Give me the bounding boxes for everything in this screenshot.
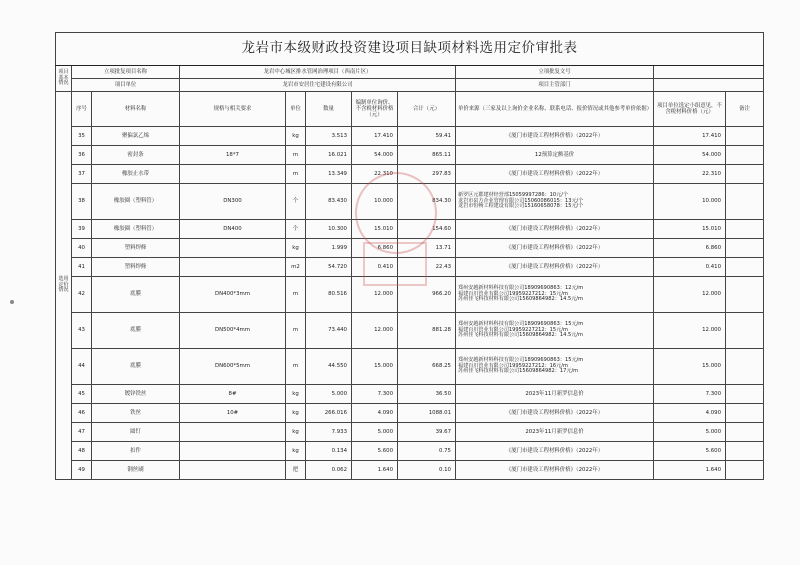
row-total: 0.75 (398, 442, 456, 461)
row-price: 17.410 (352, 127, 398, 146)
source-line: 郑州安越新材料科技有限公司18909690863：15元/m (458, 356, 584, 363)
row-remark (726, 127, 764, 146)
row-seq: 37 (72, 165, 92, 184)
row-spec: DN400*3mm (180, 277, 286, 313)
row-spec: DN500*4mm (180, 313, 286, 349)
table-row (56, 404, 764, 423)
row-qty: 13.349 (306, 165, 352, 184)
info-group-label: 项目基本情况 (56, 66, 72, 92)
row-approved: 10.000 (654, 184, 726, 220)
row-approved: 5.600 (654, 442, 726, 461)
row-name: 橡胶止水带 (92, 165, 180, 184)
row-qty: 1.999 (306, 239, 352, 258)
source-line: 《厦门市建设工程材料价格》（2022年） (505, 225, 604, 232)
row-qty: 7.933 (306, 423, 352, 442)
row-qty: 266.016 (306, 404, 352, 423)
row-unit: kg (286, 239, 306, 258)
source-line: 郑州安越新材料科技有限公司18909690863：12元/m (458, 284, 584, 291)
row-spec (180, 239, 286, 258)
row-total: 297.83 (398, 165, 456, 184)
row-remark (726, 404, 764, 423)
row-approved: 5.000 (654, 423, 726, 442)
row-seq: 42 (72, 277, 92, 313)
row-name: 底膜 (92, 349, 180, 385)
row-remark (726, 385, 764, 404)
row-remark (726, 423, 764, 442)
row-seq: 45 (72, 385, 92, 404)
row-unit: 个 (286, 184, 306, 220)
source-line: 《厦门市建设工程材料价格》（2022年） (505, 466, 604, 473)
row-spec (180, 461, 286, 480)
row-source (456, 184, 654, 220)
row-seq: 44 (72, 349, 92, 385)
row-remark (726, 184, 764, 220)
row-unit: 个 (286, 220, 306, 239)
col-total: 合计（元） (398, 92, 456, 127)
row-spec: 18*7 (180, 146, 286, 165)
row-spec: 8# (180, 385, 286, 404)
row-price: 4.090 (352, 404, 398, 423)
row-remark (726, 146, 764, 165)
row-source (456, 349, 654, 385)
source-line: 龙岩市泉方企业管理有限公司15060086015：13元/个 (458, 197, 584, 204)
source-line: 福建百川管业有限公司19959227212：15元/m (458, 326, 568, 333)
row-total: 36.50 (398, 385, 456, 404)
project-name: 龙岩中心城区排水管网治理项目（西南片区） (180, 66, 456, 79)
row-approved: 6.860 (654, 239, 726, 258)
unit-label: 项目单位 (72, 79, 180, 92)
row-source (456, 313, 654, 349)
row-qty: 44.550 (306, 349, 352, 385)
source-line: 苏州佳飞科技材料有限公司15609864982：14.5元/m (458, 332, 583, 339)
row-source (456, 127, 654, 146)
row-remark (726, 461, 764, 480)
row-seq: 39 (72, 220, 92, 239)
row-remark (726, 313, 764, 349)
row-remark (726, 165, 764, 184)
row-total: 0.10 (398, 461, 456, 480)
row-spec (180, 127, 286, 146)
row-seq: 41 (72, 258, 92, 277)
approval-no (654, 66, 764, 79)
approval-sheet (55, 32, 763, 560)
row-unit: m (286, 165, 306, 184)
approval-table (55, 32, 764, 480)
row-unit: m (286, 349, 306, 385)
table-row (56, 146, 764, 165)
row-name: 钢丝刷 (92, 461, 180, 480)
col-unit: 单位 (286, 92, 306, 127)
source-line: 苏州佳飞科技材料有限公司15609864982：17元/m (458, 368, 579, 375)
row-unit: m (286, 277, 306, 313)
row-name: 扣件 (92, 442, 180, 461)
header-row (56, 92, 764, 127)
row-unit: kg (286, 442, 306, 461)
row-qty: 0.062 (306, 461, 352, 480)
source-line: 2023年11月新罗信息价 (525, 428, 584, 435)
approval-no-label: 立项批复文号 (456, 66, 654, 79)
row-approved: 17.410 (654, 127, 726, 146)
row-unit: kg (286, 385, 306, 404)
row-qty: 80.516 (306, 277, 352, 313)
col-name: 材料名称 (92, 92, 180, 127)
row-remark (726, 442, 764, 461)
row-approved: 7.300 (654, 385, 726, 404)
col-price: 编制单位询价、不含税材料价格（元） (352, 92, 398, 127)
row-name: 橡胶圈（塑料管） (92, 184, 180, 220)
row-spec: DN400 (180, 220, 286, 239)
row-qty: 73.440 (306, 313, 352, 349)
col-remark: 备注 (726, 92, 764, 127)
row-qty: 0.134 (306, 442, 352, 461)
row-price: 6.860 (352, 239, 398, 258)
row-approved: 15.000 (654, 349, 726, 385)
row-price: 54.000 (352, 146, 398, 165)
table-row (56, 349, 764, 385)
row-unit: m (286, 146, 306, 165)
row-qty: 54.720 (306, 258, 352, 277)
table-row (56, 385, 764, 404)
binding-hole (10, 300, 14, 304)
row-name: 镀锌铁丝 (92, 385, 180, 404)
row-seq: 48 (72, 442, 92, 461)
row-qty: 83.430 (306, 184, 352, 220)
row-unit: 把 (286, 461, 306, 480)
row-price: 12.000 (352, 313, 398, 349)
table-row (56, 127, 764, 146)
row-remark (726, 239, 764, 258)
row-seq: 46 (72, 404, 92, 423)
row-name: 密封条 (92, 146, 180, 165)
col-source: 单价来源（三家及以上询价企业名称、联系电话、报价情况或其他参考单价依据） (456, 92, 654, 127)
row-price: 0.410 (352, 258, 398, 277)
row-source (456, 385, 654, 404)
row-price: 15.010 (352, 220, 398, 239)
row-price: 22.310 (352, 165, 398, 184)
row-remark (726, 220, 764, 239)
table-row (56, 442, 764, 461)
row-remark (726, 277, 764, 313)
row-approved: 0.410 (654, 258, 726, 277)
row-seq: 36 (72, 146, 92, 165)
project-name-label: 立项批复项目名称 (72, 66, 180, 79)
row-seq: 49 (72, 461, 92, 480)
source-line: 《厦门市建设工程材料价格》（2022年） (505, 244, 604, 251)
row-total: 154.60 (398, 220, 456, 239)
row-total: 881.28 (398, 313, 456, 349)
row-price: 7.300 (352, 385, 398, 404)
row-price: 1.640 (352, 461, 398, 480)
row-total: 59.41 (398, 127, 456, 146)
row-name: 聚偏氯乙烯 (92, 127, 180, 146)
source-line: 《厦门市建设工程材料价格》（2022年） (505, 170, 604, 177)
row-total: 966.20 (398, 277, 456, 313)
row-total: 668.25 (398, 349, 456, 385)
row-seq: 47 (72, 423, 92, 442)
row-name: 圆钉 (92, 423, 180, 442)
source-line: 福建百川管业有限公司19959227212：16元/m (458, 362, 568, 369)
row-qty: 3.513 (306, 127, 352, 146)
dept-label: 项目主管部门 (456, 79, 654, 92)
row-price: 10.000 (352, 184, 398, 220)
row-seq: 38 (72, 184, 92, 220)
source-line: 苏州佳飞科技材料有限公司15609864982：14.5元/m (458, 296, 583, 303)
row-price: 5.000 (352, 423, 398, 442)
row-source (456, 165, 654, 184)
dept-value (654, 79, 764, 92)
row-total: 865.11 (398, 146, 456, 165)
row-name: 底膜 (92, 277, 180, 313)
row-name: 底膜 (92, 313, 180, 349)
source-line: 《厦门市建设工程材料价格》（2022年） (505, 409, 604, 416)
row-remark (726, 258, 764, 277)
row-spec (180, 442, 286, 461)
source-line: 龙岩市恒畅工程建设有限公司15160658078：15元/个 (458, 203, 584, 210)
row-qty: 5.000 (306, 385, 352, 404)
table-row (56, 184, 764, 220)
table-row (56, 461, 764, 480)
row-total: 39.67 (398, 423, 456, 442)
row-seq: 43 (72, 313, 92, 349)
source-line: 郑州安越新材料科技有限公司18909690863：15元/m (458, 320, 584, 327)
row-price: 5.600 (352, 442, 398, 461)
row-source (456, 442, 654, 461)
row-source (456, 258, 654, 277)
row-approved: 12.000 (654, 277, 726, 313)
row-source (456, 239, 654, 258)
table-row (56, 258, 764, 277)
table-row (56, 239, 764, 258)
source-line: 12预算定额基价 (534, 151, 575, 158)
row-spec: DN300 (180, 184, 286, 220)
col-qty: 数量 (306, 92, 352, 127)
row-name: 塑料焊條 (92, 258, 180, 277)
table-row (56, 277, 764, 313)
row-unit: kg (286, 127, 306, 146)
col-spec: 规格与相关要求 (180, 92, 286, 127)
row-spec (180, 258, 286, 277)
row-spec (180, 165, 286, 184)
row-source (456, 220, 654, 239)
row-unit: m2 (286, 258, 306, 277)
row-total: 22.43 (398, 258, 456, 277)
source-line: 《厦门市建设工程材料价格》（2022年） (505, 447, 604, 454)
row-price: 12.000 (352, 277, 398, 313)
table-row (56, 220, 764, 239)
row-source (456, 423, 654, 442)
table-row (56, 313, 764, 349)
unit-value: 龙岩市安居住宅建设有限公司 (180, 79, 456, 92)
row-approved: 12.000 (654, 313, 726, 349)
pricing-group-label: 选用定价情况 (56, 92, 72, 480)
row-spec: 10# (180, 404, 286, 423)
page-title: 龙岩市本级财政投资建设项目缺项材料选用定价审批表 (56, 33, 764, 66)
row-approved: 22.310 (654, 165, 726, 184)
row-approved: 54.000 (654, 146, 726, 165)
source-line: 2023年11月新罗信息价 (525, 390, 584, 397)
row-approved: 4.090 (654, 404, 726, 423)
row-remark (726, 349, 764, 385)
row-total: 834.30 (398, 184, 456, 220)
row-seq: 35 (72, 127, 92, 146)
col-seq: 序号 (72, 92, 92, 127)
row-approved: 15.010 (654, 220, 726, 239)
source-line: 福建百川管业有限公司19959227212：15元/m (458, 290, 568, 297)
row-qty: 10.300 (306, 220, 352, 239)
source-line: 新罗区元郡建材经营部15059997286：10元/个 (458, 191, 569, 198)
row-unit: kg (286, 423, 306, 442)
table-row (56, 423, 764, 442)
table-row (56, 165, 764, 184)
row-qty: 16.021 (306, 146, 352, 165)
row-name: 塑料焊條 (92, 239, 180, 258)
source-line: 《厦门市建设工程材料价格》（2022年） (505, 263, 604, 270)
row-spec: DN600*5mm (180, 349, 286, 385)
row-unit: kg (286, 404, 306, 423)
row-source (456, 146, 654, 165)
row-name: 铁丝 (92, 404, 180, 423)
row-total: 1088.01 (398, 404, 456, 423)
row-total: 13.71 (398, 239, 456, 258)
row-approved: 1.640 (654, 461, 726, 480)
row-seq: 40 (72, 239, 92, 258)
row-name: 橡胶圈（塑料管） (92, 220, 180, 239)
row-source (456, 461, 654, 480)
row-price: 15.000 (352, 349, 398, 385)
row-unit: m (286, 313, 306, 349)
source-line: 《厦门市建设工程材料价格》（2022年） (505, 132, 604, 139)
row-spec (180, 423, 286, 442)
row-source (456, 277, 654, 313)
row-source (456, 404, 654, 423)
col-approved: 项目单位选定小组意见，不含税材料价格（元） (654, 92, 726, 127)
